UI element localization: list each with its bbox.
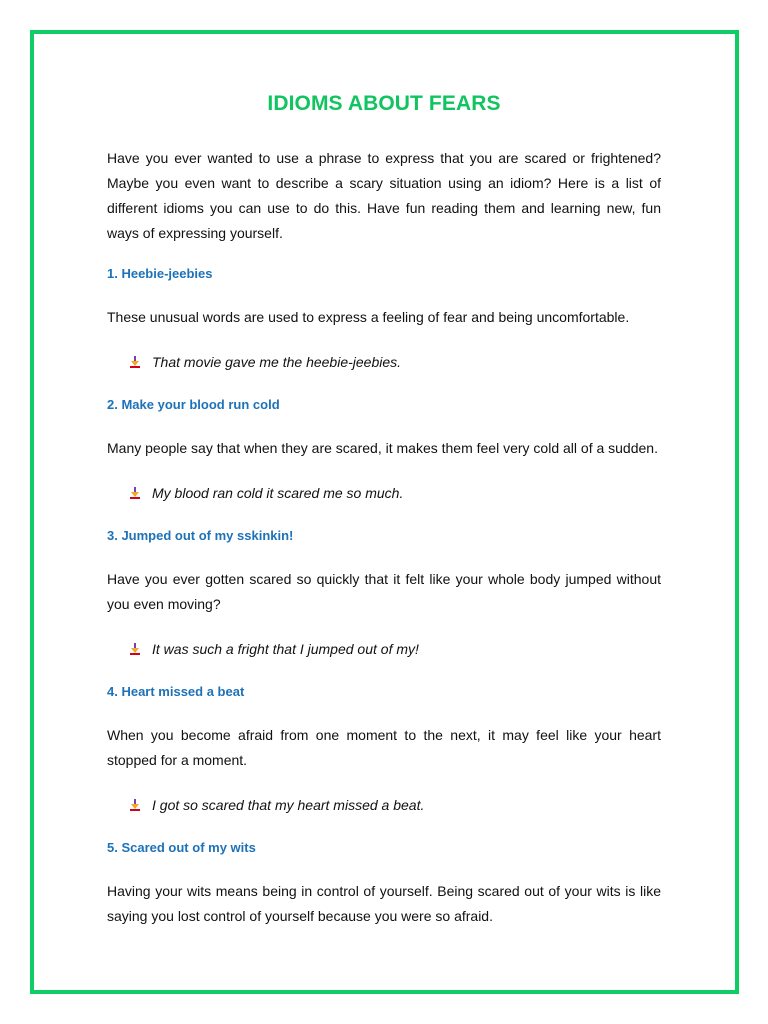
example-text: I got so scared that my heart missed a beat. [152,797,425,813]
example-text: My blood ran cold it scared me so much. [152,485,404,501]
down-arrow-bullet-icon [130,799,140,811]
idiom-section-4 [107,682,661,838]
idiom-section-5 [107,838,661,929]
section-description: Have you ever gotten scared so quickly that it felt like your whole body jumped without you even moving? [107,571,661,612]
idiom-section-1 [107,264,661,395]
section-heading: 4. Heart missed a beat [107,684,245,699]
intro-paragraph: Have you ever wanted to use a phrase to express that you are scared or frightened? Maybe you even want to describe a scary situation using an idiom? Here is a list of different idioms you can use to do this. Have fun reading them and learning new, fun ways of expressing yourself. [107,150,661,241]
section-heading: 2. Make your blood run cold [107,397,280,412]
example-item [107,639,661,659]
document-content [107,88,661,929]
section-description: When you become afraid from one moment to the next, it may feel like your heart stopped for a moment. [107,727,661,768]
down-arrow-bullet-icon [130,487,140,499]
section-heading: 3. Jumped out of my sskinkin! [107,528,294,543]
section-description: Many people say that when they are scared, it makes them feel very cold all of a sudden. [107,440,658,456]
page-title: IDIOMS ABOUT FEARS [267,92,501,115]
idiom-section-2 [107,395,661,526]
section-heading: 5. Scared out of my wits [107,840,256,855]
example-item [107,483,661,503]
idiom-section-3 [107,526,661,682]
section-description: Having your wits means being in control of yourself. Being scared out of your wits is like saying you lost control of yourself because you were so afraid. [107,883,661,924]
example-text: It was such a fright that I jumped out of my! [152,641,419,657]
down-arrow-bullet-icon [130,643,140,655]
example-item [107,352,661,372]
section-heading: 1. Heebie-jeebies [107,266,213,281]
down-arrow-bullet-icon [130,356,140,368]
section-description: These unusual words are used to express a feeling of fear and being uncomfortable. [107,309,630,325]
example-text: That movie gave me the heebie-jeebies. [152,354,402,370]
example-item [107,795,661,815]
